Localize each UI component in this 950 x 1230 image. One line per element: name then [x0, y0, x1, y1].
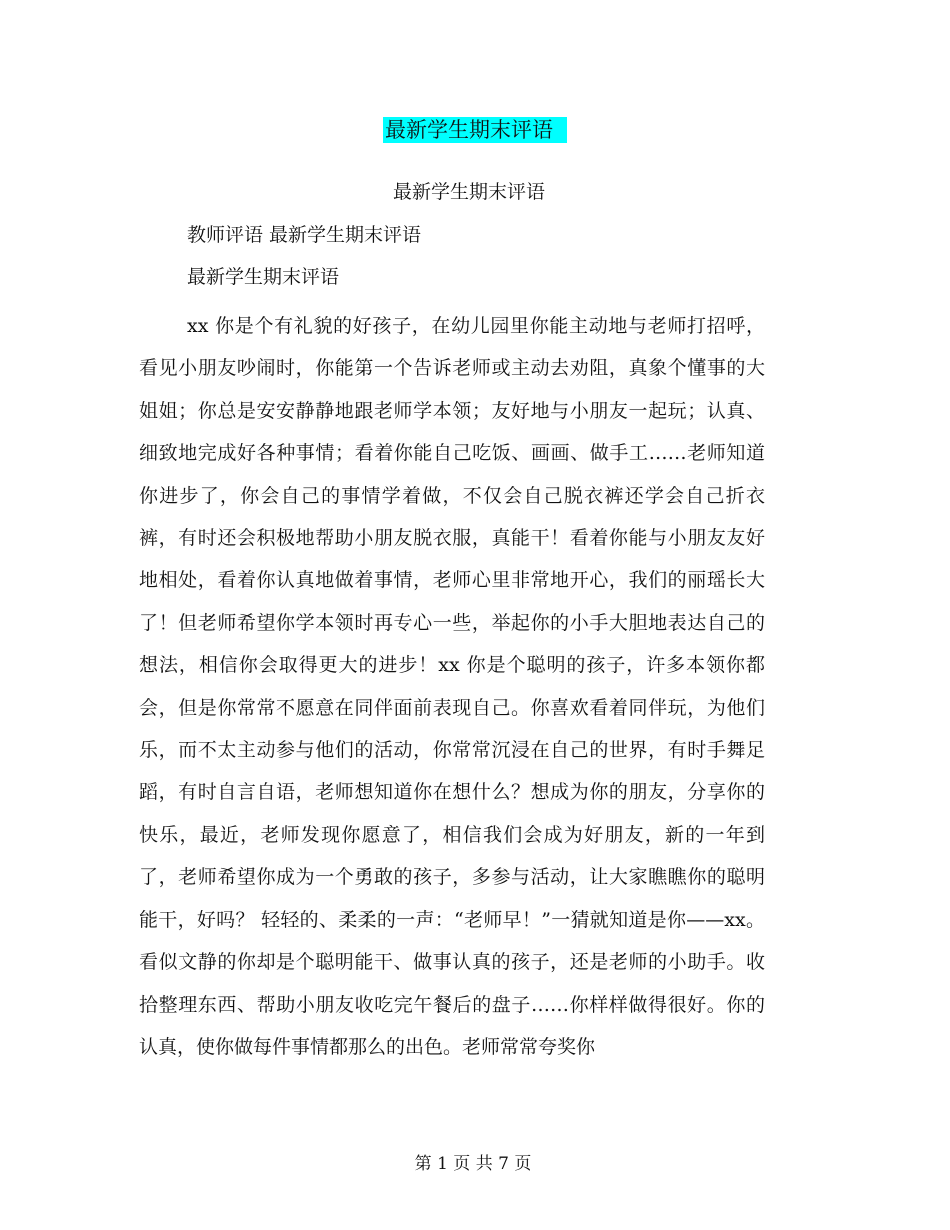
body-paragraph: xx 你是个有礼貌的好孩子，在幼儿园里你能主动地与老师打招呼，看见小朋友吵闹时，你能第一个告诉老师或主动去劝阻，真象个懂事的大姐姐；你总是安安静静地跟老师学本领；友好地与小朋友一起玩；认真、细致地完成好各种事情；看着你能自己吃饭、画画、做手工……老师知道你进步了，你会自己的事情学着做，不仅会自己脱衣裤还学会自己折衣裤，有时还会积极地帮助小朋友脱衣服，真能干！看着你能与小朋友友好地相处，看着你认真地做着事情，老师心里非常地开心，我们的丽瑶长大了！但老师希望你学本领时再专心一些，举起你的小手大胆地表达自己的想法，相信你会取得更大的进步！xx 你是个聪明的孩子，许多本领你都会，但是你常常不愿意在同伴面前表现自己。你喜欢看着同伴玩，为他们乐，而不太主动参与他们的活动，你常常沉浸在自己的世界，有时手舞足蹈，有时自言自语，老师想知道你在想什么？想成为你的朋友，分享你的快乐，最近，老师发现你愿意了，相信我们会成为好朋友，新的一年到了，老师希望你成为一个勇敢的孩子，多参与活动，让大家瞧瞧你的聪明能干，好吗？ 轻轻的、柔柔的一声：“老师早！”一猜就知道是你——xx。看似文静的你却是个聪明能干、做事认真的孩子，还是老师的小助手。收拾整理东西、帮助小朋友收吃完午餐后的盘子……你样样做得很好。你的认真，使你做每件事情都那么的出色。老师常常夸奖你 — [139, 315, 765, 1058]
document-title — [0, 114, 950, 146]
document-title-text: 最新学生期末评语 — [383, 117, 567, 143]
section-heading: 最新学生期末评语 — [187, 266, 340, 288]
document-subtitle: 最新学生期末评语 — [392, 181, 545, 203]
page-number-footer: 第 1 页 共 7 页 — [414, 1154, 532, 1174]
teacher-comment-heading: 教师评语 最新学生期末评语 — [187, 224, 422, 246]
